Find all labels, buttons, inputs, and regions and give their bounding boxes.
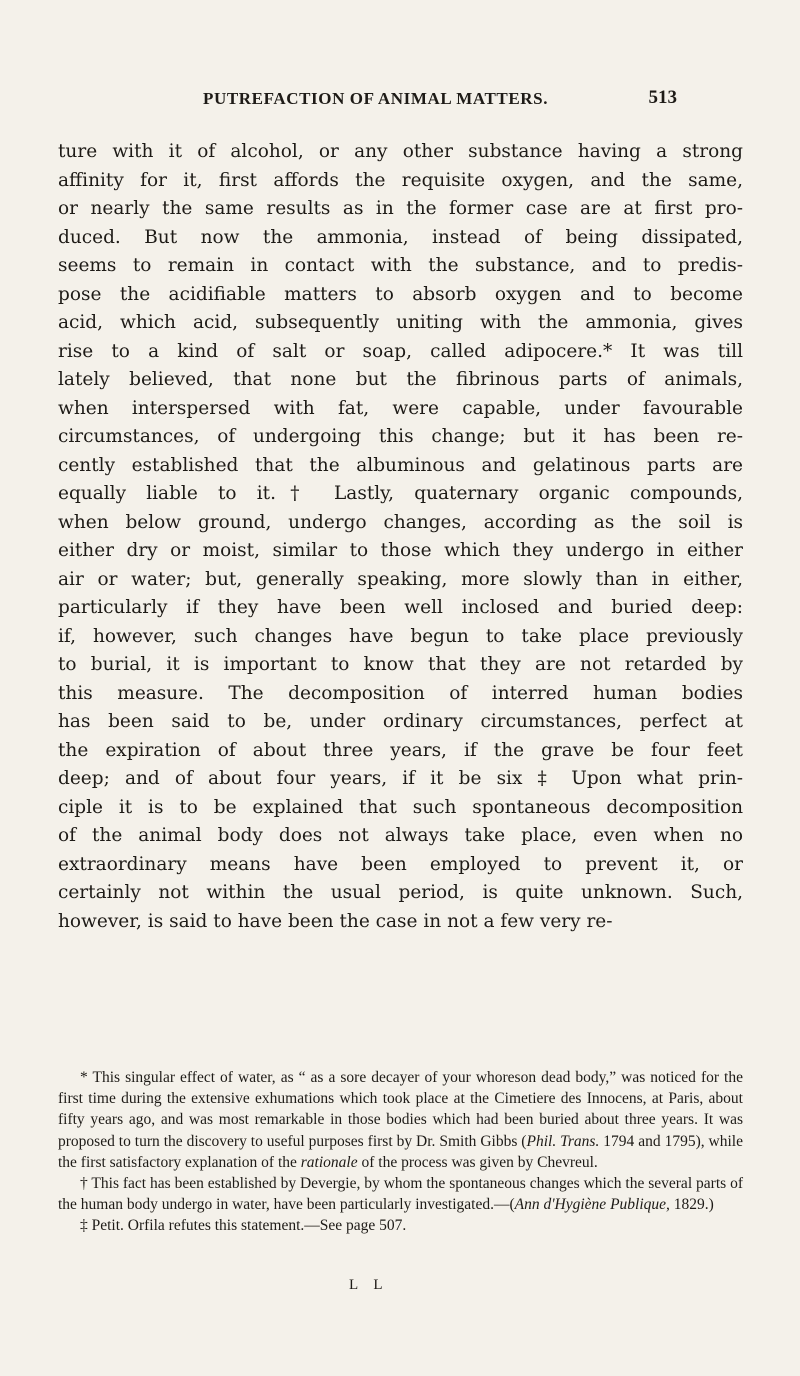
footnote-1-term: rationale: [300, 1153, 358, 1171]
body-line: the expiration of about three years, if the grave be four feet: [58, 739, 743, 761]
body-line: to burial, it is important to know that they are not retarded by: [58, 654, 743, 675]
body-line: ciple it is to be explained that such spontaneous decomposition: [58, 796, 743, 818]
body-line: certainly not within the usual period, is quite unknown. Such,: [58, 882, 743, 903]
body-line: acid, which acid, subsequently uniting with the ammonia, gives: [58, 312, 743, 333]
footnote-2-citation: Ann d'Hygiène Publique,: [514, 1196, 670, 1214]
body-line: ture with it of alcohol, or any other substance having a strong: [58, 141, 743, 162]
body-line: or nearly the same results as in the former case are at first pro-: [58, 198, 743, 219]
body-line: air or water; but, generally speaking, more slowly than in either,: [58, 568, 743, 590]
body-line: affinity for it, first affords the requisite oxygen, and the same,: [58, 169, 743, 191]
body-line: lately believed, that none but the fibrinous parts of animals,: [58, 369, 743, 390]
signature-mark: L L: [349, 1277, 389, 1293]
body-line: particularly if they have been well inclosed and buried deep:: [58, 597, 743, 618]
body-line: circumstances, of undergoing this change; but it has been re-: [58, 426, 743, 447]
running-title: PUTREFACTION OF ANIMAL MATTERS.: [203, 89, 549, 108]
body-line: if, however, such changes have begun to take place previously: [58, 625, 743, 647]
body-line: this measure. The decomposition of interred human bodies: [58, 682, 743, 704]
body-text: [58, 138, 743, 936]
footnote-1: * This singular effect of water, as “ as a sore decayer of your whoreson dead body,” was noticed for the first time during the extensive exhumations which took place at the Cimetiere des Innocens, at Paris, about fifty years ago, and was most remarkable in those bodies which had been buried about three years. It was proposed to turn the discovery to useful purposes first by Dr. Smith Gibbs (Phil. Trans. 1794 and 1795), while the first satisfactory explanation of the rationale of the process was given by Chevreul.: [58, 1069, 743, 1171]
body-line: deep; and of about four years, if it be six ‡ Upon what prin-: [58, 768, 743, 789]
body-line: however, is said to have been the case in not a few very re-: [58, 910, 613, 932]
body-line: has been said to be, under ordinary circumstances, perfect at: [58, 711, 743, 732]
footnote-2: † This fact has been established by Devergie, by whom the spontaneous changes which the several parts of the human body undergo in water, have been particularly investigated.—(Ann d'Hygiène Publique, 1829.): [58, 1175, 743, 1214]
body-line: rise to a kind of salt or soap, called adipocere.* It was till: [58, 340, 743, 362]
body-line: when below ground, undergo changes, according as the soil is: [58, 511, 743, 533]
body-line: pose the acidifiable matters to absorb oxygen and to become: [58, 283, 743, 305]
footnote-1-citation: Phil. Trans.: [526, 1132, 600, 1150]
body-line: duced. But now the ammonia, instead of being dissipated,: [58, 226, 743, 248]
footnote-3: ‡ Petit. Orfila refutes this statement.—See page 507.: [80, 1217, 407, 1235]
body-line: extraordinary means have been employed to prevent it, or: [58, 853, 743, 875]
body-line: seems to remain in contact with the substance, and to predis-: [58, 255, 743, 276]
body-line: equally liable to it.† Lastly, quaternary organic compounds,: [58, 483, 743, 504]
body-line: either dry or moist, similar to those which they undergo in either: [58, 540, 743, 561]
body-line: when interspersed with fat, were capable, under favourable: [58, 397, 743, 419]
body-line: of the animal body does not always take place, even when no: [58, 825, 743, 846]
page-number: 513: [648, 87, 677, 108]
footnotes: [58, 1067, 743, 1237]
body-line: cently established that the albuminous and gelatinous parts are: [58, 454, 743, 476]
